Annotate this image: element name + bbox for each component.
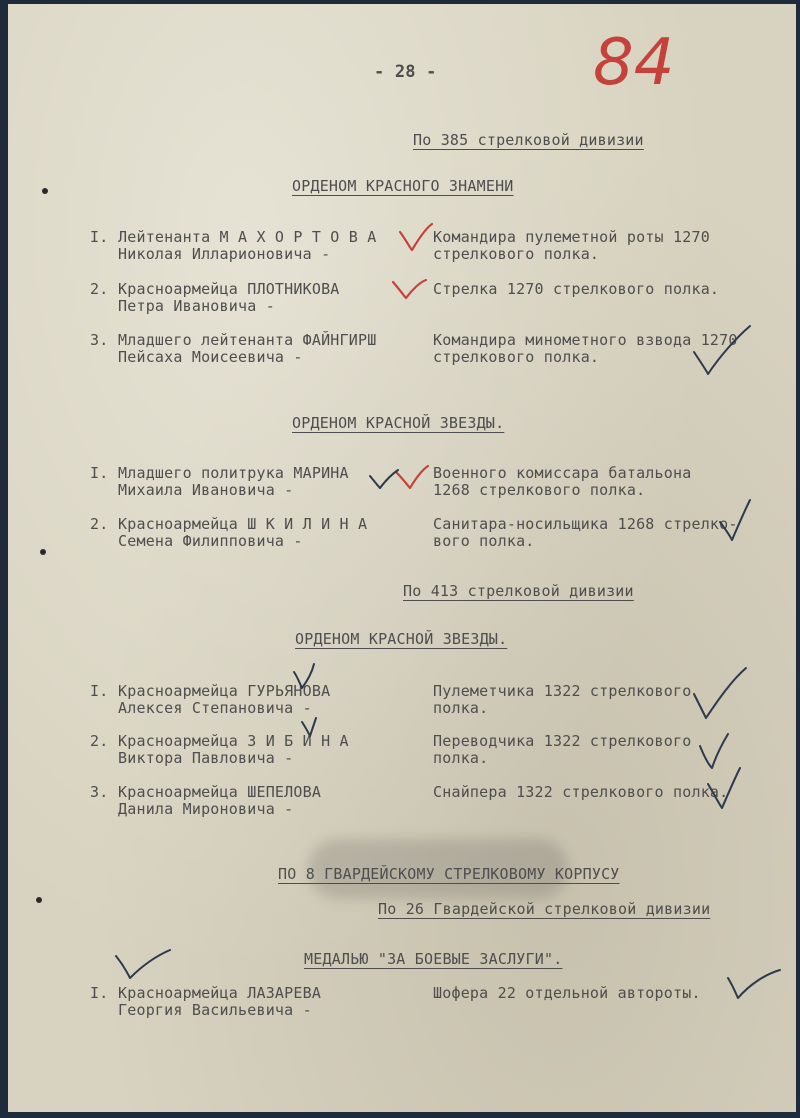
entry-name-line1: Красноармейца ПЛОТНИКОВА [118, 280, 340, 298]
entry-name-line1: Лейтенанта М А Х О Р Т О В А [118, 228, 377, 246]
check-mark [708, 768, 740, 808]
entry-name-line1: Красноармейца Ш К И Л И Н А [118, 515, 368, 533]
entry-name-line2: Петра Ивановича - [118, 297, 275, 315]
entry-name-line2: Георгия Васильевича - [118, 1001, 312, 1019]
entry-role-line1: Санитара-носильщика 1268 стрелко- [433, 515, 738, 533]
entry-role-line1: Стрелка 1270 стрелкового полка. [433, 280, 720, 298]
entry-name-line2: Виктора Павловича - [118, 749, 294, 767]
entry-number: 2. [90, 732, 109, 750]
entry-role-line2: 1268 стрелкового полка. [433, 481, 646, 499]
entry-number: I. [90, 984, 109, 1002]
order-heading: ОРДЕНОМ КРАСНОГО ЗНАМЕНИ [292, 177, 514, 195]
entry-number: 3. [90, 331, 109, 349]
corps-heading: ПО 8 ГВАРДЕЙСКОМУ СТРЕЛКОВОМУ КОРПУСУ [278, 865, 620, 883]
check-mark [720, 500, 750, 540]
red-check-mark [393, 280, 426, 298]
entry-role-line1: Командира пулеметной роты 1270 [433, 228, 710, 246]
order-heading: МЕДАЛЬЮ "ЗА БОЕВЫЕ ЗАСЛУГИ". [304, 950, 563, 968]
check-mark [694, 326, 750, 374]
check-mark [302, 718, 316, 736]
handwritten-folio-number: 84 [593, 26, 675, 100]
entry-role-line1: Шофера 22 отдельной автороты. [433, 984, 701, 1002]
page-number: - 28 - [374, 62, 437, 82]
order-heading: ОРДЕНОМ КРАСНОЙ ЗВЕЗДЫ. [295, 630, 508, 648]
entry-name-line2: Пейсаха Моисеевича - [118, 348, 303, 366]
entry-name-line2: Николая Илларионовича - [118, 245, 331, 263]
check-mark [116, 950, 170, 978]
entry-name-line1: Красноармейца ЛАЗАРЕВА [118, 984, 322, 1002]
red-check-mark [400, 224, 432, 250]
document-page [8, 4, 796, 1112]
entry-role-line1: Переводчика 1322 стрелкового [433, 732, 692, 750]
entry-name-line1: Красноармейца З И Б И Н А [118, 732, 349, 750]
entry-role-line2: стрелкового полка. [433, 348, 600, 366]
check-mark [294, 664, 314, 688]
entry-name-line2: Алексея Степановича - [118, 699, 312, 717]
handwritten-marks [8, 4, 796, 1112]
entry-number: I. [90, 464, 109, 482]
red-check-mark [396, 466, 428, 488]
entry-role-line1: Снайпера 1322 стрелкового полка. [433, 783, 729, 801]
entry-role-line2: полка. [433, 699, 489, 717]
entry-role-line1: Военного комиссара батальона [433, 464, 692, 482]
check-mark [728, 970, 780, 998]
entry-number: I. [90, 228, 109, 246]
entry-name-line1: Красноармейца ГУРЬЯНОВА [118, 682, 331, 700]
entry-name-line2: Данила Мироновича - [118, 800, 294, 818]
entry-name-line1: Младшего лейтенанта ФАЙНГИРШ [118, 331, 377, 349]
entry-role-line1: Командира минометного взвода 1270 [433, 331, 738, 349]
entry-role-line1: Пулеметчика 1322 стрелкового [433, 682, 692, 700]
entry-role-line2: полка. [433, 749, 489, 767]
entry-number: 3. [90, 783, 109, 801]
entry-number: I. [90, 682, 109, 700]
entry-number: 2. [90, 280, 109, 298]
check-mark [694, 668, 746, 718]
entry-name-line2: Семена Филипповича - [118, 532, 303, 550]
entry-name-line1: Красноармейца ШЕПЕЛОВА [118, 783, 322, 801]
division-heading: По 385 стрелковой дивизии [413, 131, 644, 149]
entry-name-line1: Младшего политрука МАРИНА [118, 464, 349, 482]
check-mark [700, 734, 728, 768]
entry-number: 2. [90, 515, 109, 533]
division-heading: По 26 Гвардейской стрелковой дивизии [378, 900, 711, 918]
entry-name-line2: Михаила Ивановича - [118, 481, 294, 499]
check-mark [370, 470, 398, 488]
entry-role-line2: стрелкового полка. [433, 245, 600, 263]
division-heading: По 413 стрелковой дивизии [403, 582, 634, 600]
entry-role-line2: вого полка. [433, 532, 535, 550]
order-heading: ОРДЕНОМ КРАСНОЙ ЗВЕЗДЫ. [292, 414, 505, 432]
